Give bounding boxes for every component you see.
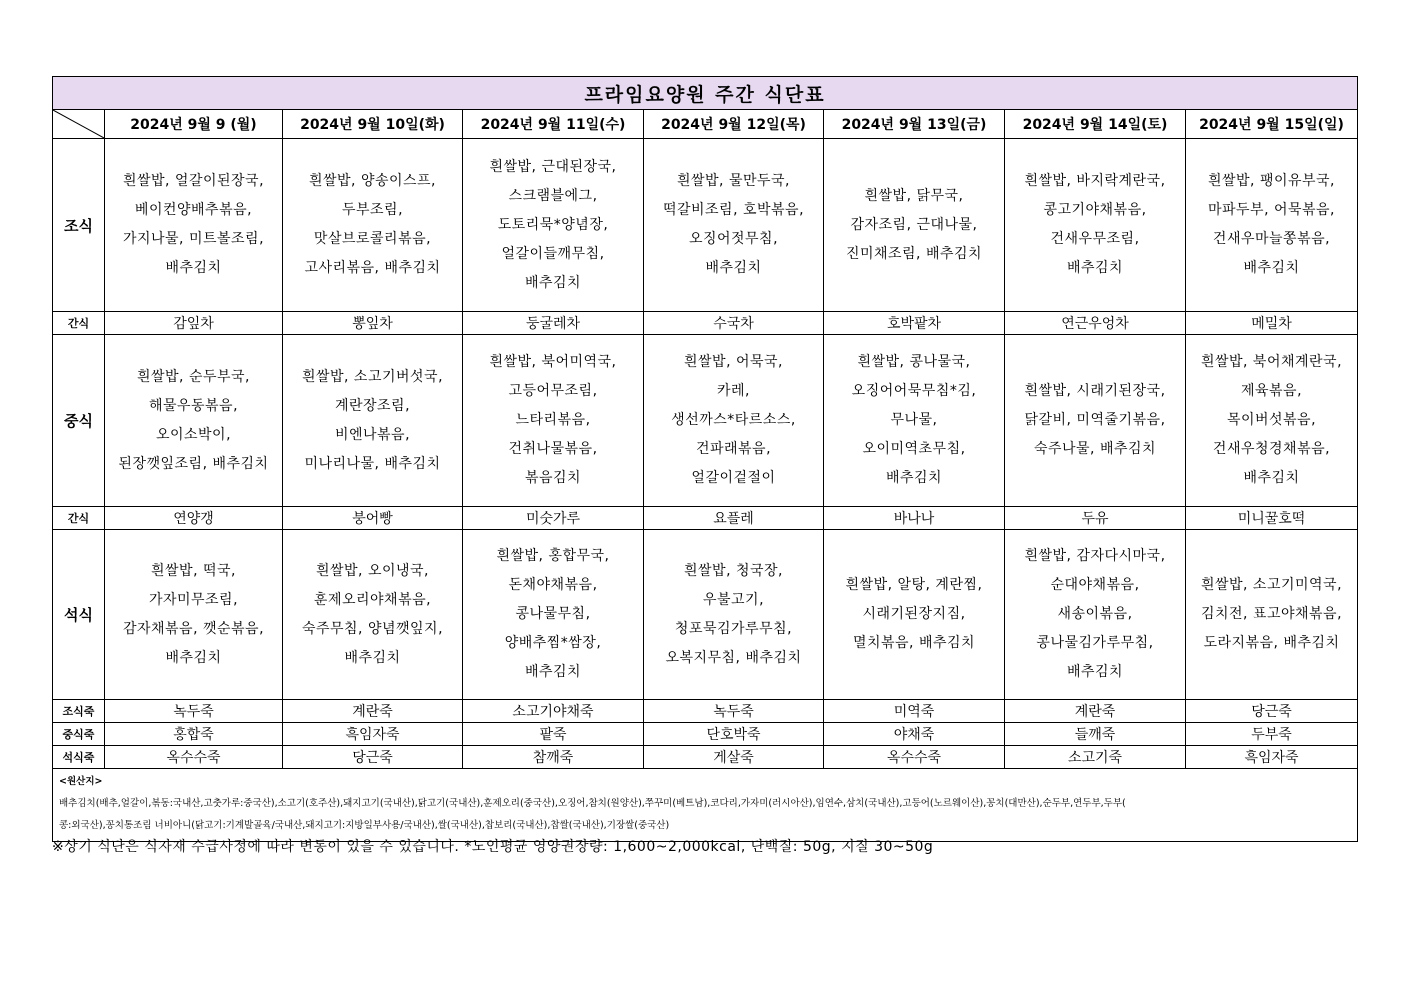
menu-item-line: 콩나물무침, [515, 606, 591, 622]
row-label: 간식 [53, 507, 105, 530]
menu-item-cell: 미숫가루 [463, 507, 644, 530]
date-header: 2024년 9월 10일(화) [283, 110, 463, 139]
menu-item-cell: 흑임자죽 [1186, 746, 1358, 769]
menu-item-cell: 수국차 [644, 312, 824, 335]
menu-item-line: 흰쌀밥, 근대된장국, [489, 158, 617, 175]
menu-item-line: 카레, [717, 383, 750, 399]
menu-item-line: 배추김치 [1066, 260, 1124, 276]
menu-item-cell: 야채죽 [824, 723, 1005, 746]
menu-item-line: 배추김치 [344, 649, 401, 666]
menu-item-line: 흰쌀밥, 소고기버섯국, [301, 368, 444, 385]
menu-item-line: 배추김치 [524, 274, 582, 291]
menu-item-cell: 녹두죽 [644, 700, 824, 723]
menu-item-line: 흰쌀밥, 떡국, [151, 562, 236, 579]
menu-item-line: 생선까스*타르소스, [671, 412, 796, 428]
menu-item-line: 훈제오리야채볶음, [313, 591, 432, 608]
menu-item-line: 배추김치 [165, 260, 222, 276]
menu-item-line: 얼갈이겉절이 [691, 470, 776, 486]
menu-item-line: 숙주무침, 양념깻잎지, [301, 620, 444, 637]
menu-item-line: 흰쌀밥, 어묵국, [684, 354, 783, 370]
menu-item-cell: 두부죽 [1186, 723, 1358, 746]
menu-item-line: 제육볶음, [1240, 383, 1303, 399]
menu-item-line: 흰쌀밥, 얼갈이된장국, [122, 173, 265, 189]
meal-cell [463, 335, 644, 507]
menu-item-line: 배추김치 [705, 260, 762, 276]
menu-item-cell: 연양갱 [105, 507, 283, 530]
meal-cell [1005, 139, 1186, 312]
menu-item-cell: 당근죽 [1186, 700, 1358, 723]
date-header: 2024년 9월 14일(토) [1005, 110, 1186, 139]
menu-item-cell: 미니꿀호떡 [1186, 507, 1358, 530]
menu-item-line: 흰쌀밥, 알탕, 계란찜, [845, 577, 983, 593]
menu-item-line: 닭갈비, 미역줄기볶음, [1024, 412, 1166, 428]
menu-item-line: 멸치볶음, 배추김치 [852, 635, 976, 651]
menu-item-line: 배추김치 [1243, 470, 1300, 486]
menu-item-cell: 미역죽 [824, 700, 1005, 723]
menu-item-line: 배추김치 [1243, 260, 1300, 276]
date-header: 2024년 9월 15일(일) [1186, 110, 1358, 139]
meal-cell [824, 335, 1005, 507]
menu-item-line: 흰쌀밥, 콩나물국, [857, 354, 971, 370]
menu-item-cell: 호박팥차 [824, 312, 1005, 335]
row-porridge-lunch [53, 723, 1358, 746]
weekly-menu-table [52, 76, 1358, 842]
menu-item-line: 흰쌀밥, 감자다시마국, [1024, 548, 1166, 564]
row-label: 석식 [53, 530, 105, 700]
menu-item-line: 오복지무침, 배추김치 [665, 649, 802, 666]
menu-item-line: 숙주나물, 배추김치 [1033, 441, 1157, 457]
menu-item-cell: 흑임자죽 [283, 723, 463, 746]
row-dinner [53, 530, 1358, 700]
menu-item-line: 두부조림, [341, 202, 404, 218]
menu-item-cell: 두유 [1005, 507, 1186, 530]
menu-item-cell: 팥죽 [463, 723, 644, 746]
menu-item-line: 건새우무조림, [1050, 231, 1140, 247]
menu-item-line: 우불고기, [702, 591, 765, 608]
menu-item-line: 된장깻잎조림, 배추김치 [118, 455, 269, 472]
menu-item-line: 양배추찜*쌈장, [504, 635, 602, 651]
origin-row [53, 769, 1358, 842]
meal-cell [283, 139, 463, 312]
menu-item-line: 배추김치 [885, 470, 943, 486]
menu-item-line: 미나리나물, 배추김치 [304, 455, 441, 472]
menu-item-line: 스크램블에그, [508, 187, 598, 204]
menu-item-line: 콩고기야채볶음, [1043, 202, 1147, 218]
menu-item-line: 해물우동볶음, [148, 397, 239, 414]
menu-item-line: 얼갈이들깨무침, [501, 245, 605, 262]
menu-item-line: 무나물, [890, 412, 938, 428]
date-header: 2024년 9월 11일(수) [463, 110, 644, 139]
row-label: 간식 [53, 312, 105, 335]
corner-cell [53, 110, 105, 139]
menu-item-line: 건새우청경채볶음, [1212, 441, 1331, 457]
menu-item-line: 고등어무조림, [508, 383, 598, 399]
row-label: 석식죽 [53, 746, 105, 769]
menu-item-line: 감자채볶음, 깻순볶음, [122, 620, 265, 637]
meal-cell [1005, 530, 1186, 700]
menu-item-line: 떡갈비조림, 호박볶음, [662, 202, 805, 218]
menu-item-cell: 옥수수죽 [824, 746, 1005, 769]
footnote: ※상기 식단은 식자재 수급사정에 따라 변동이 있을 수 있습니다. *노인평균 영양권장량: 1,600~2,000kcal, 단백질: 50g, 지질 30~50g [52, 839, 934, 855]
row-porridge-breakfast [53, 700, 1358, 723]
menu-item-line: 흰쌀밥, 순두부국, [136, 368, 251, 385]
menu-item-line: 도라지볶음, 배추김치 [1203, 635, 1340, 651]
menu-title: 프라임요양원 주간 식단표 [53, 77, 1358, 110]
menu-item-line: 오이소박이, [155, 426, 232, 443]
menu-item-cell: 들깨죽 [1005, 723, 1186, 746]
menu-item-line: 오징어젓무침, [688, 231, 779, 247]
menu-item-line: 건파래볶음, [695, 441, 772, 457]
menu-item-line: 새송이볶음, [1057, 606, 1133, 622]
menu-item-line: 도토리묵*양념장, [497, 216, 609, 233]
menu-item-line: 흰쌀밥, 소고기미역국, [1200, 577, 1343, 593]
menu-item-cell: 뽕잎차 [283, 312, 463, 335]
menu-item-cell: 단호박죽 [644, 723, 824, 746]
menu-item-line: 느타리볶음, [515, 412, 591, 428]
row-label: 조식죽 [53, 700, 105, 723]
menu-item-line: 고사리볶음, 배추김치 [304, 260, 441, 276]
row-breakfast [53, 139, 1358, 312]
diagonal-line [53, 110, 104, 138]
meal-cell [283, 530, 463, 700]
menu-item-cell: 둥굴레차 [463, 312, 644, 335]
menu-item-line: 목이버섯볶음, [1226, 412, 1317, 428]
menu-item-line: 콩나물김가루무침, [1036, 635, 1154, 651]
row-lunch [53, 335, 1358, 507]
meal-cell [105, 139, 283, 312]
meal-cell [463, 139, 644, 312]
menu-item-line: 가자미무조림, [148, 591, 239, 608]
row-snack1 [53, 312, 1358, 335]
date-header: 2024년 9월 12일(목) [644, 110, 824, 139]
menu-item-line: 배추김치 [1066, 664, 1124, 680]
menu-item-line: 흰쌀밥, 팽이유부국, [1207, 173, 1336, 189]
menu-item-line: 진미채조림, 배추김치 [845, 245, 983, 262]
meal-cell [1186, 530, 1358, 700]
menu-item-line: 흰쌀밥, 오이냉국, [315, 562, 430, 579]
menu-item-line: 배추김치 [165, 649, 222, 666]
menu-item-line: 볶음김치 [524, 470, 582, 486]
menu-item-cell: 소고기야채죽 [463, 700, 644, 723]
menu-item-line: 흰쌀밥, 시래기된장국, [1024, 383, 1166, 399]
menu-item-line: 베이컨양배추볶음, [134, 202, 253, 218]
meal-cell [1186, 139, 1358, 312]
meal-cell [644, 139, 824, 312]
date-header: 2024년 9월 13일(금) [824, 110, 1005, 139]
menu-item-cell: 계란죽 [1005, 700, 1186, 723]
menu-item-line: 건새우마늘쫑볶음, [1212, 231, 1331, 247]
menu-item-line: 오이미역초무침, [862, 441, 966, 457]
menu-item-cell: 홍합죽 [105, 723, 283, 746]
menu-item-line: 흰쌀밥, 닭무국, [864, 187, 964, 204]
menu-item-line: 감자조림, 근대나물, [850, 216, 978, 233]
menu-item-cell: 게살죽 [644, 746, 824, 769]
row-label: 중식죽 [53, 723, 105, 746]
menu-item-line: 오징어어묵무침*김, [851, 383, 977, 399]
meal-cell [644, 335, 824, 507]
meal-cell [1005, 335, 1186, 507]
menu-item-line: 김치전, 표고야채볶음, [1200, 606, 1343, 622]
menu-item-cell: 참깨죽 [463, 746, 644, 769]
date-header: 2024년 9월 9 (월) [105, 110, 283, 139]
menu-item-cell: 감잎차 [105, 312, 283, 335]
meal-cell [105, 335, 283, 507]
menu-item-line: 건취나물볶음, [508, 441, 598, 457]
meal-cell [824, 139, 1005, 312]
menu-item-line: 순대야채볶음, [1050, 577, 1140, 593]
menu-item-line: 흰쌀밥, 청국장, [684, 562, 783, 579]
menu-item-line: 마파두부, 어묵볶음, [1207, 202, 1336, 218]
menu-item-line: 흰쌀밥, 양송이스프, [308, 173, 437, 189]
menu-item-cell: 메밀차 [1186, 312, 1358, 335]
menu-item-cell: 소고기죽 [1005, 746, 1186, 769]
menu-item-line: 계란장조림, [334, 397, 411, 414]
meal-cell [283, 335, 463, 507]
menu-item-line: 흰쌀밥, 물만두국, [676, 173, 791, 189]
menu-item-line: 돈채야채볶음, [508, 577, 598, 593]
menu-item-line: 흰쌀밥, 바지락계란국, [1024, 173, 1166, 189]
menu-item-cell: 옥수수죽 [105, 746, 283, 769]
menu-item-line: 청포묵김가루무침, [674, 620, 793, 637]
menu-item-cell: 계란죽 [283, 700, 463, 723]
origin-line: 콩:외국산),꽁치통조림 너비아니(닭고기:기계발골육/국내산,돼지고기:지방일부사용/국내산),쌀(국내산),찹보리(국내산),찹쌀(국내산),기장쌀(중국산) [59, 820, 670, 831]
origin-title: <원산지> [59, 776, 103, 787]
menu-item-cell: 요플레 [644, 507, 824, 530]
menu-item-line: 흰쌀밥, 북어미역국, [489, 354, 617, 370]
row-porridge-dinner [53, 746, 1358, 769]
menu-item-line: 비엔나볶음, [334, 426, 411, 443]
menu-item-cell: 연근우엉차 [1005, 312, 1186, 335]
origin-line: 배추김치(배추,얼갈이,볶동:국내산,고춧가루:중국산),소고기(호주산),돼지고기(국내산),닭고기(국내산),훈제오리(중국산),오징어,참치(원양산),쭈꾸미(베트남),코다리,가자미(러시아산),임연수,삼치(국내산),고등어(노르웨이산),꽁치(대만산),순두부,연두부,두부( [59, 798, 1126, 809]
menu-item-line: 배추김치 [524, 664, 582, 680]
menu-item-line: 가지나물, 미트볼조림, [122, 231, 265, 247]
menu-item-line: 맛살브로콜리볶음, [313, 231, 432, 247]
meal-cell [824, 530, 1005, 700]
date-header-row [53, 110, 1358, 139]
menu-item-cell: 당근죽 [283, 746, 463, 769]
menu-item-line: 흰쌀밥, 홍합무국, [496, 548, 610, 564]
meal-cell [644, 530, 824, 700]
meal-cell [1186, 335, 1358, 507]
origin-info [53, 769, 1358, 842]
row-label: 중식 [53, 335, 105, 507]
menu-item-cell: 바나나 [824, 507, 1005, 530]
meal-cell [463, 530, 644, 700]
menu-item-cell: 녹두죽 [105, 700, 283, 723]
meal-cell [105, 530, 283, 700]
row-snack2 [53, 507, 1358, 530]
menu-item-line: 시래기된장지짐, [862, 606, 966, 622]
row-label: 조식 [53, 139, 105, 312]
menu-item-line: 흰쌀밥, 북어채계란국, [1200, 354, 1343, 370]
menu-item-cell: 붕어빵 [283, 507, 463, 530]
